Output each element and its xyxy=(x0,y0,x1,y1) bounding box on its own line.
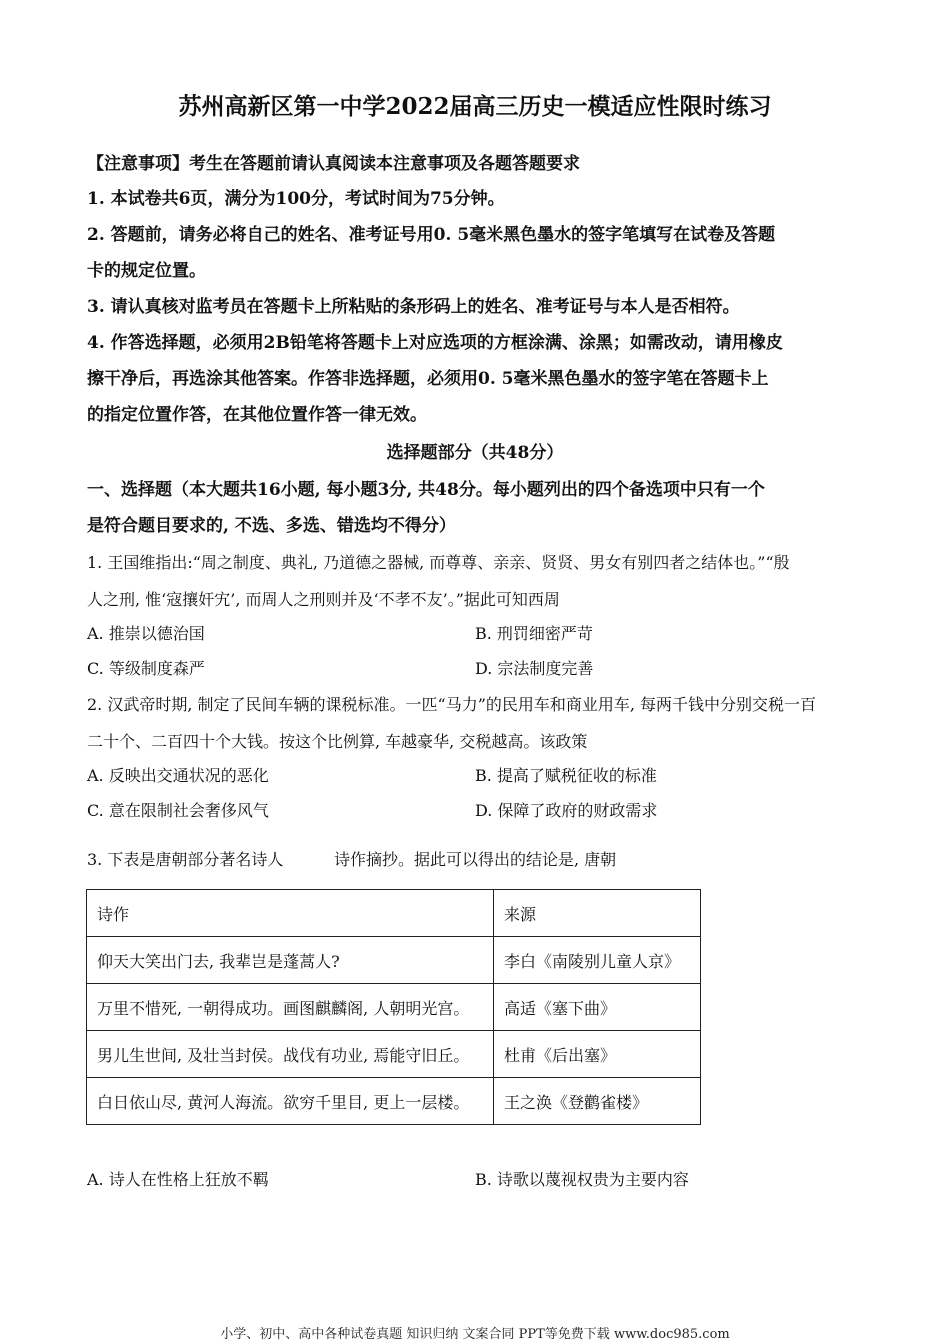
table-row xyxy=(87,1031,701,1078)
q1-stem: 1. 王国维指出:“周之制度、典礼, 乃道德之器械, 而尊尊、亲亲、贤贤、男女有别四者之结体也。”“殷 xyxy=(87,553,790,572)
notice-item-4-cont: 擦干净后，再选涂其他答案。作答非选择题，必须用0. 5毫米黑色墨水的签字笔在答题卡上 xyxy=(87,369,769,389)
table-cell-source: 高适《塞下曲》 xyxy=(494,984,701,1031)
q3-option-a: A. 诗人在性格上狂放不羁 xyxy=(87,1170,269,1189)
q1-option-a: A. 推崇以德治国 xyxy=(87,624,205,643)
q2-option-d: D. 保障了政府的财政需求 xyxy=(475,801,658,820)
table-row xyxy=(87,937,701,984)
table-cell-poem: 万里不惜死, 一朝得成功。画图麒麟阁, 人朝明光宫。 xyxy=(87,984,494,1031)
table-header-poem: 诗作 xyxy=(87,890,494,937)
table-row xyxy=(87,1078,701,1125)
table-cell-poem: 白日依山尽, 黄河人海流。欲穷千里目, 更上一层楼。 xyxy=(87,1078,494,1125)
section-intro: 一、选择题（本大题共16小题, 每小题3分, 共48分。每小题列出的四个备选项中只有一个 xyxy=(87,480,765,500)
q3-stem: 3. 下表是唐朝部分著名诗人 xyxy=(87,850,284,869)
page-footer: 小学、初中、高中各种试卷真题 知识归纳 文案合同 PPT等免费下载 www.doc985.com xyxy=(220,1327,730,1342)
q3-stem-cont: 诗作摘抄。据此可以得出的结论是, 唐朝 xyxy=(334,850,617,869)
table-cell-source: 王之涣《登鹳雀楼》 xyxy=(494,1078,701,1125)
page-title: 苏州高新区第一中学2022届高三历史一模适应性限时练习 xyxy=(178,93,772,120)
table-row xyxy=(87,984,701,1031)
table-cell-poem: 仰天大笑出门去, 我辈岂是蓬蒿人? xyxy=(87,937,494,984)
q2-stem: 2. 汉武帝时期, 制定了民间车辆的课税标准。一匹“马力”的民用车和商业用车, 每两千钱中分别交税一百 xyxy=(87,695,817,714)
q1-option-b: B. 刑罚细密严苛 xyxy=(475,624,593,643)
q2-option-a: A. 反映出交通状况的恶化 xyxy=(87,766,269,785)
notice-item-3: 3. 请认真核对监考员在答题卡上所粘贴的条形码上的姓名、准考证号与本人是否相符。 xyxy=(87,297,740,317)
notice-item-4-end: 的指定位置作答，在其他位置作答一律无效。 xyxy=(87,405,427,425)
table-header-source: 来源 xyxy=(494,890,701,937)
poems-table xyxy=(86,889,701,1125)
q1-option-d: D. 宗法制度完善 xyxy=(475,659,594,678)
q2-stem-cont: 二十个、二百四十个大钱。按这个比例算, 车越豪华, 交税越高。该政策 xyxy=(87,732,588,751)
notice-item-1: 1. 本试卷共6页，满分为100分，考试时间为75分钟。 xyxy=(87,189,505,209)
table-cell-poem: 男儿生世间, 及壮当封侯。战伐有功业, 焉能守旧丘。 xyxy=(87,1031,494,1078)
section-title: 选择题部分（共48分） xyxy=(386,443,564,463)
notice-item-4: 4. 作答选择题，必须用2B铅笔将答题卡上对应选项的方框涂满、涂黑；如需改动，请用橡皮 xyxy=(87,333,783,353)
q1-option-c: C. 等级制度森严 xyxy=(87,659,205,678)
table-cell-source: 杜甫《后出塞》 xyxy=(494,1031,701,1078)
table-cell-source: 李白《南陵别儿童人京》 xyxy=(494,937,701,984)
section-intro-cont: 是符合题目要求的, 不选、多选、错选均不得分） xyxy=(87,516,456,536)
table-header-row xyxy=(87,890,701,937)
q1-stem-cont: 人之刑, 惟‘寇攘奸宄’, 而周人之刑则并及‘不孝不友’。”据此可知西周 xyxy=(87,590,560,609)
q3-option-b: B. 诗歌以蔑视权贵为主要内容 xyxy=(475,1170,689,1189)
notice-item-2-cont: 卡的规定位置。 xyxy=(87,261,206,281)
q2-option-c: C. 意在限制社会奢侈风气 xyxy=(87,801,269,820)
notice-heading: 【注意事项】考生在答题前请认真阅读本注意事项及各题答题要求 xyxy=(87,154,580,174)
q2-option-b: B. 提高了赋税征收的标准 xyxy=(475,766,657,785)
notice-item-2: 2. 答题前，请务必将自己的姓名、准考证号用0. 5毫米黑色墨水的签字笔填写在试卷及答题 xyxy=(87,225,776,245)
